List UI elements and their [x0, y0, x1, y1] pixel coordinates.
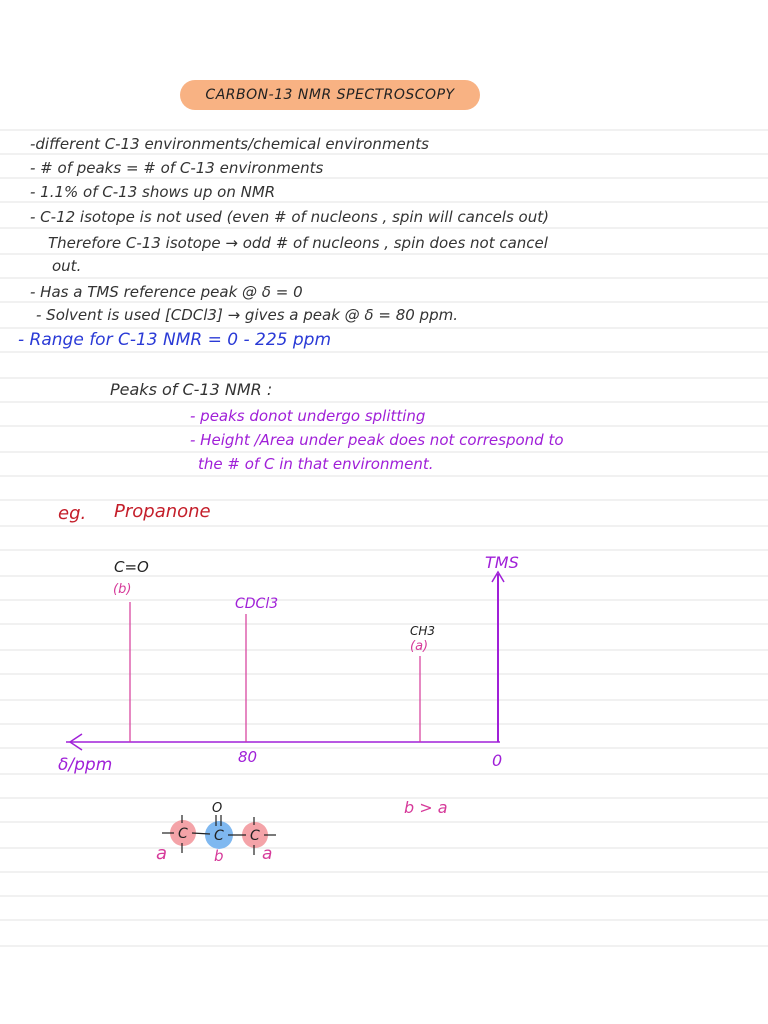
carbon-label-a-left: a — [156, 843, 168, 864]
peak-label-cdcl3: CDCl3 — [235, 596, 279, 612]
peak-label-methyl: CH3 — [410, 624, 436, 638]
carbon-atom-left: C — [178, 826, 188, 842]
axis-tick-0: 0 — [492, 751, 503, 770]
note-line-3: - 1.1% of C-13 shows up on NMR — [30, 183, 276, 201]
peak-tag-carbonyl: (b) — [113, 582, 132, 597]
oxygen-atom: O — [212, 801, 223, 816]
peaks-point-1: - peaks donot undergo splitting — [190, 407, 426, 425]
carbon-atom-center: C — [214, 828, 224, 844]
peaks-heading: Peaks of C-13 NMR : — [110, 380, 273, 399]
axis-tick-80: 80 — [238, 748, 258, 766]
peaks-point-2: - Height /Area under peak does not correspond to — [190, 431, 564, 449]
carbon-label-b: b — [214, 847, 224, 865]
note-line-6: out. — [52, 257, 82, 275]
note-line-1: -different C-13 environments/chemical environments — [30, 135, 429, 153]
example-label: eg. — [58, 503, 87, 524]
note-line-range: - Range for C-13 NMR = 0 - 225 ppm — [18, 330, 332, 350]
note-line-2: - # of peaks = # of C-13 environments — [30, 159, 324, 177]
note-line-4: - C-12 isotope is not used (even # of nucleons , spin will cancels out) — [30, 208, 549, 226]
axis-label-delta: δ/ppm — [58, 755, 113, 775]
c13-spectrum-sketch — [0, 540, 768, 790]
carbon-label-a-right: a — [262, 844, 273, 864]
note-line-5: Therefore C-13 isotope → odd # of nucleons , spin does not cancel — [48, 234, 548, 252]
page-title: CARBON-13 NMR SPECTROSCOPY — [205, 87, 455, 103]
note-line-8: - Solvent is used [CDCl3] → gives a peak @ δ = 80 ppm. — [36, 306, 458, 324]
peak-label-carbonyl: C=O — [114, 558, 149, 576]
peak-comparison-note: b > a — [404, 798, 448, 817]
carbon-atom-right: C — [250, 828, 260, 844]
peaks-point-3: the # of C in that environment. — [198, 455, 434, 473]
peak-tag-methyl: (a) — [410, 639, 429, 654]
propanone-structure — [140, 795, 310, 870]
note-line-7: - Has a TMS reference peak @ δ = 0 — [30, 283, 303, 301]
peak-label-tms: TMS — [485, 553, 519, 572]
example-compound: Propanone — [114, 501, 211, 522]
title-block — [180, 80, 480, 110]
